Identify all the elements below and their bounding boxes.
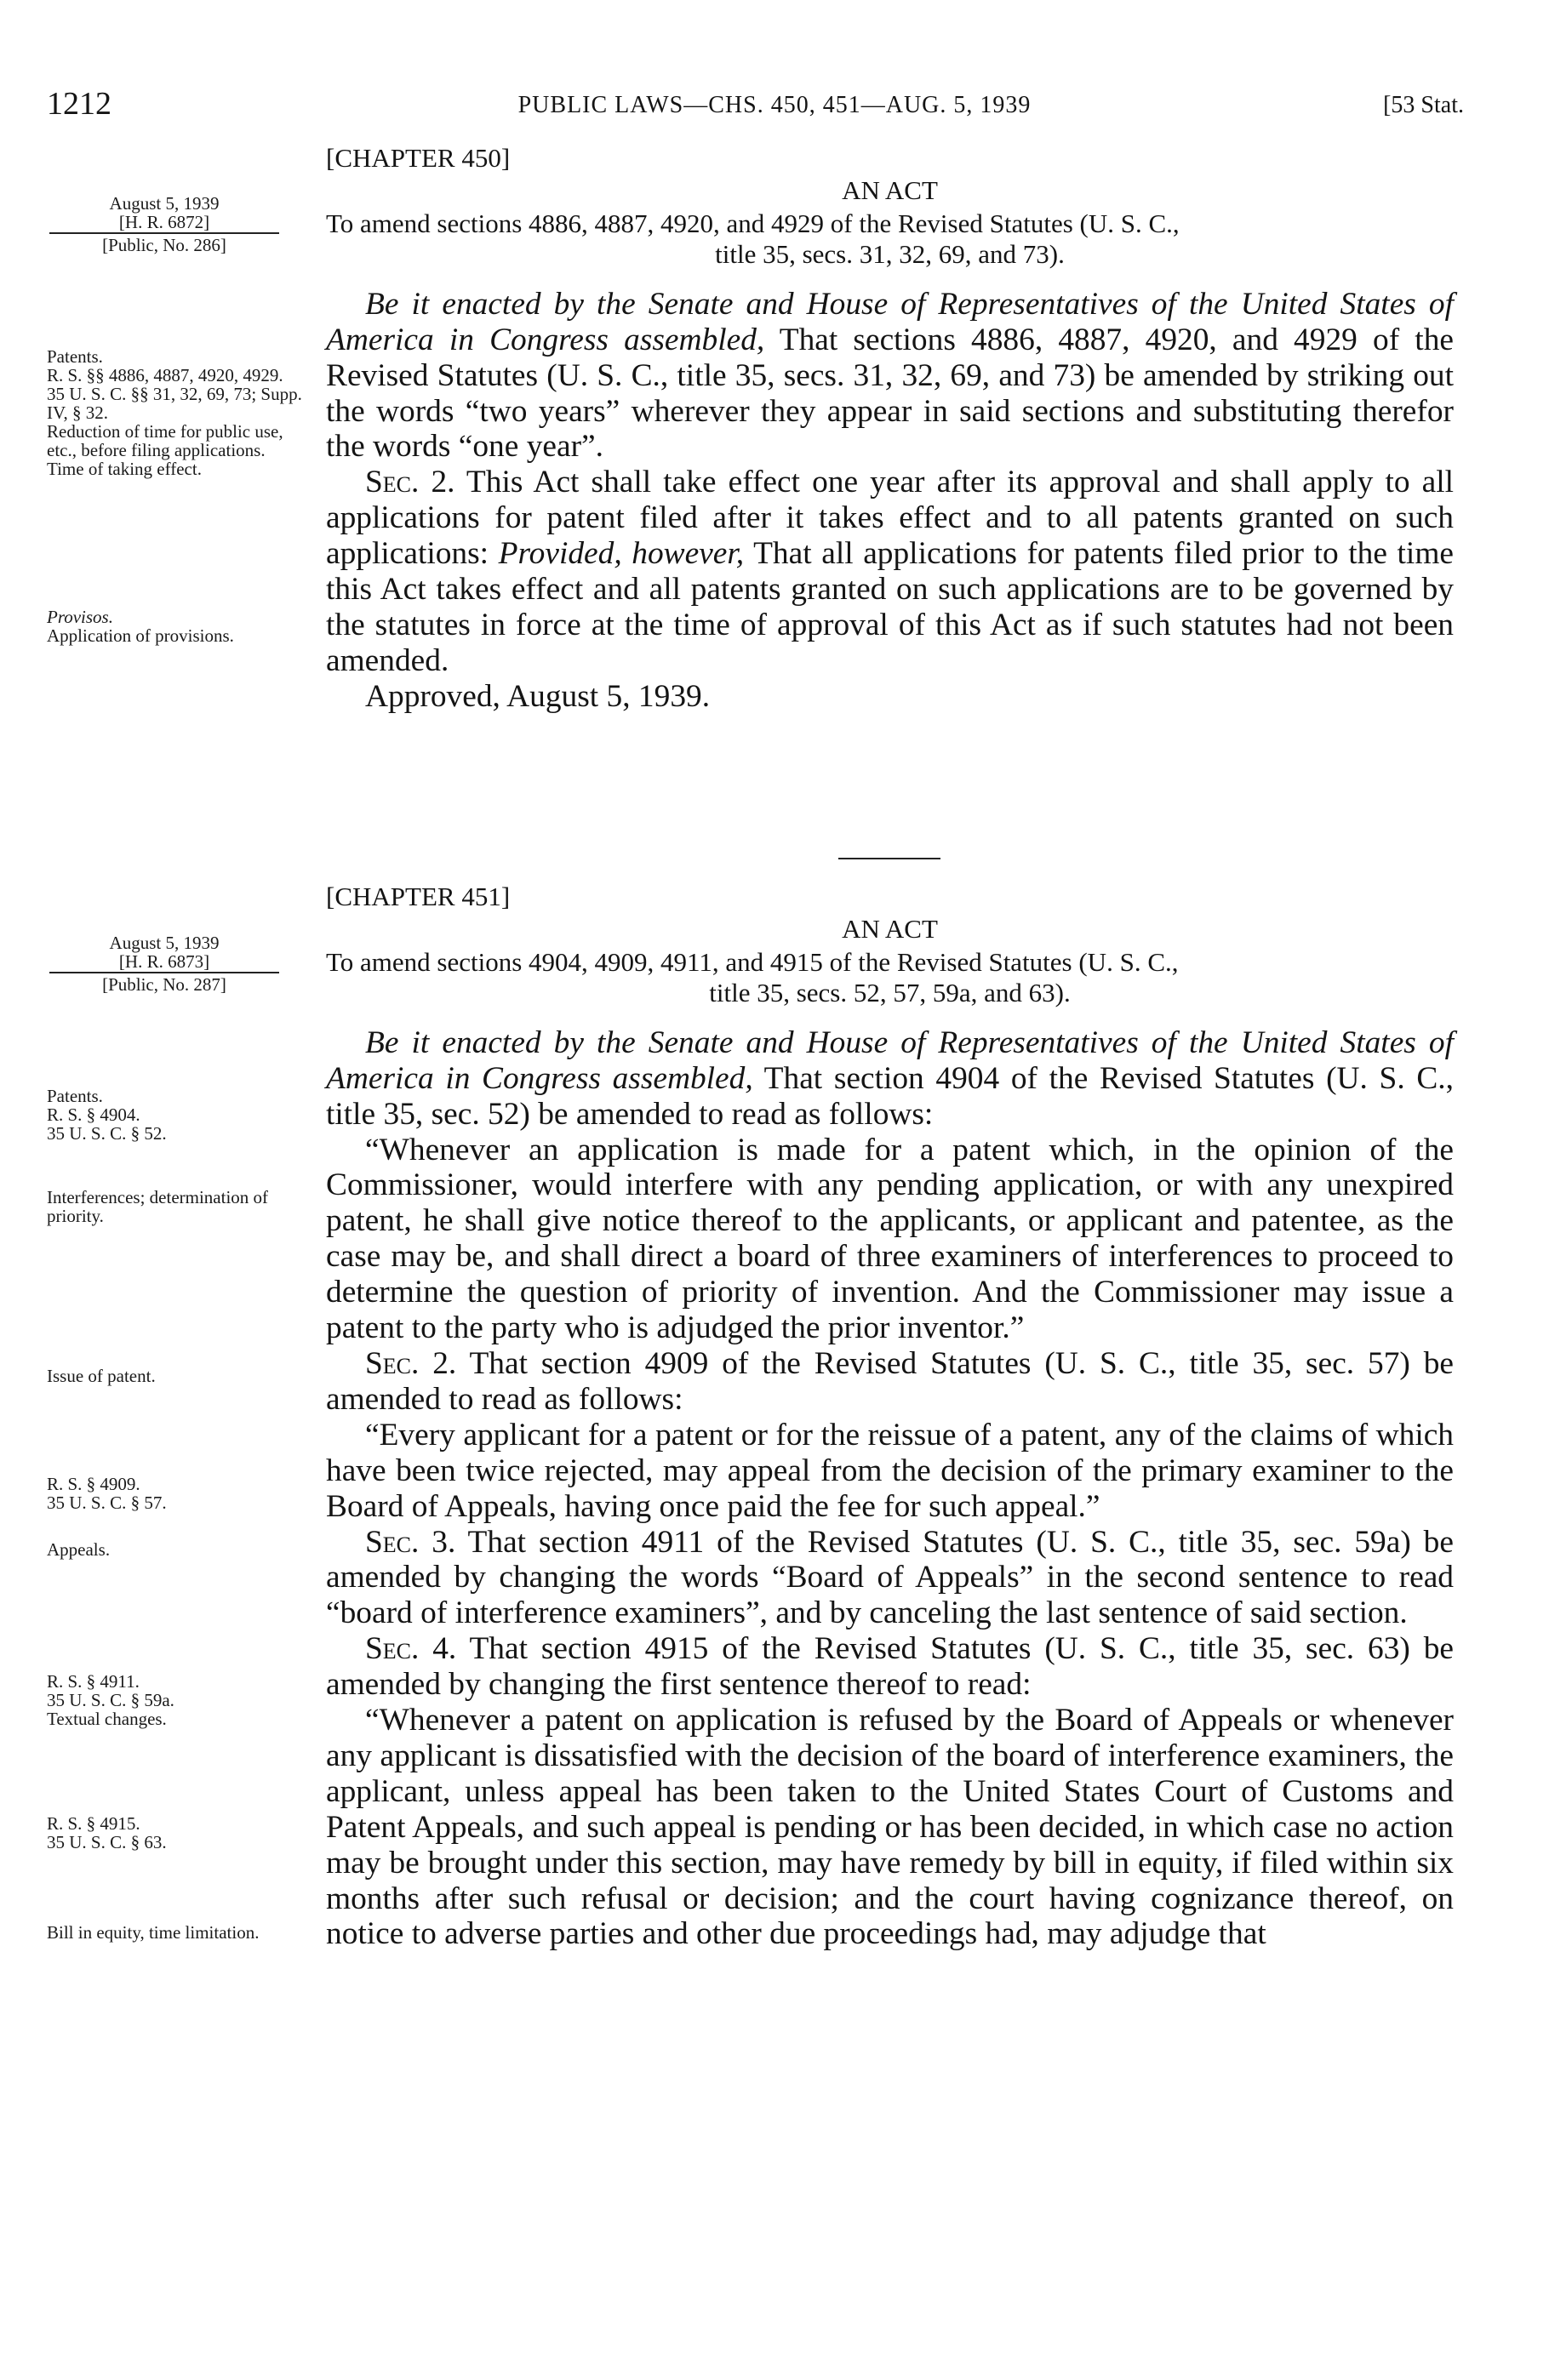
margin-rs-citation: R. S. § 4904. xyxy=(47,1104,140,1125)
volume-reference: [53 Stat. xyxy=(1383,92,1464,118)
margin-topic: Patents. xyxy=(47,1086,103,1106)
chapter-450-heading: [CHAPTER 450] xyxy=(326,143,511,173)
enacting-formula: Be it enacted by the Senate and House of Representatives of the United States of America in Congress assembled, xyxy=(326,1024,1454,1096)
margin-rs-citation: R. S. § 4911. xyxy=(47,1671,140,1692)
proviso-text: Provided, however, xyxy=(498,536,745,572)
margin-usc-citation: 35 U. S. C. §§ 31, 32, 69, 73; Supp. IV, § 32. xyxy=(47,384,302,423)
amended-text-4909: “Every applicant for a patent or for the reissue of a patent, any of the claims of which have been twice rejected, may appeal from the decision of the primary examiner to the Board of Appeals, having once paid the fee for such appeal.” xyxy=(326,1417,1454,1524)
enacting-formula: Be it enacted by the Senate and House of Representatives of the United States of America in Congress assembled, xyxy=(326,286,1454,357)
margin-ch451-header xyxy=(49,933,279,994)
section-label: Sec. 2. xyxy=(365,1345,457,1381)
margin-bill-in-equity: Bill in equity, time limitation. xyxy=(47,1922,260,1943)
margin-provisos-label: Provisos. xyxy=(47,607,113,627)
section-text: That section 4915 of the Revised Statutes (U. S. C., title 35, sec. 63) be amended by changing the first sentence thereof to read: xyxy=(326,1631,1454,1703)
margin-public-law-number: [Public, No. 286] xyxy=(102,235,226,255)
section-text: That section 4911 of the Revised Statutes (U. S. C., title 35, sec. 59a) be amended by changing the words “Board of Appeals” in the second sentence to read “board of interference examiners”, and by canceling the last sentence of said section. xyxy=(326,1524,1454,1631)
chapter-separator-rule xyxy=(838,858,940,859)
margin-issue-of-patent: Issue of patent. xyxy=(47,1366,156,1386)
chapter-451-title-line2: title 35, secs. 52, 57, 59a, and 63). xyxy=(709,977,1071,1007)
chapter-450-enacting-clause xyxy=(326,287,1454,465)
chapter-450 xyxy=(326,140,1454,715)
margin-patents-citations xyxy=(47,347,302,478)
margin-citation-4915 xyxy=(47,1814,302,1852)
margin-usc-citation: 35 U. S. C. § 57. xyxy=(47,1492,167,1513)
section-text-continued: That all applications for patents filed prior to the time this Act takes effect and all patents granted on such applications are to be governed by the statutes in force at the time of approval of this Act as if such statutes had not been amended. xyxy=(326,536,1455,678)
amended-text-4915: “Whenever a patent on application is refused by the Board of Appeals or whenever any applicant is dissatisfied with the decision of the board of interference examiners, the applicant, unless appeal has been taken to the United States Court of Customs and Patent Appeals, and such appeal is pending or has been decided, in which case no action may be brought under this section, may have remedy by bill in equity, if filed within six months after such refusal or decision; and the court having cognizance thereof, on notice to adverse parties and other due proceedings had, may adjudge that xyxy=(326,1703,1454,1952)
margin-interferences: Interferences; determination of priority. xyxy=(47,1187,269,1226)
margin-note-textual: Textual changes. xyxy=(47,1709,167,1729)
margin-appeals: Appeals. xyxy=(47,1539,111,1560)
margin-usc-citation: 35 U. S. C. § 52. xyxy=(47,1123,167,1144)
margin-date: August 5, 1939 xyxy=(109,933,220,953)
chapter-451-section-4 xyxy=(326,1631,1454,1703)
margin-bill-number: [H. R. 6873] xyxy=(118,951,210,972)
chapter-451-section-2 xyxy=(326,1346,1454,1418)
chapter-450-approved: Approved, August 5, 1939. xyxy=(365,678,711,714)
margin-rule xyxy=(49,972,279,973)
margin-topic: Patents. xyxy=(47,346,103,367)
margin-rule xyxy=(49,232,279,234)
chapter-451-heading: [CHAPTER 451] xyxy=(326,882,511,911)
margin-rs-citation: R. S. §§ 4886, 4887, 4920, 4929. xyxy=(47,365,283,385)
margin-provisos xyxy=(47,608,302,645)
margin-rs-citation: R. S. § 4915. xyxy=(47,1813,140,1834)
chapter-451-title-line1: To amend sections 4904, 4909, 4911, and 4915 of the Revised Statutes (U. S. C., xyxy=(326,946,1179,977)
margin-citation-4911 xyxy=(47,1672,302,1728)
chapter-451-enacting-clause xyxy=(326,1025,1454,1133)
margin-ch450-header xyxy=(49,194,279,254)
amended-text-4904: “Whenever an application is made for a patent which, in the opinion of the Commissioner, would interfere with any pending application, or with any unexpired patent, he shall give notice thereof to the applicants, or applicant and patentee, as the case may be, and shall direct a board of three examiners of interferences to proceed to determine the question of priority of invention. And the Commissioner may issue a patent to the party who is adjudged the prior inventor.” xyxy=(326,1132,1454,1346)
margin-date: August 5, 1939 xyxy=(109,193,220,214)
enacting-text: That section 4904 of the Revised Statutes (U. S. C., title 35, sec. 52) be amended to read as follows: xyxy=(326,1060,1454,1132)
margin-public-law-number: [Public, No. 287] xyxy=(102,974,226,995)
section-label: Sec. 3. xyxy=(365,1524,456,1560)
margin-rs-citation: R. S. § 4909. xyxy=(47,1474,140,1494)
chapter-451-act-label: AN ACT xyxy=(842,913,938,944)
margin-bill-number: [H. R. 6872] xyxy=(118,212,210,232)
chapter-450-act-label: AN ACT xyxy=(842,174,938,205)
section-text: This Act shall take effect one year after its approval and shall apply to all applications for patent filed after it takes effect and to all patents granted on such applications: xyxy=(326,465,1455,572)
margin-patents-4904 xyxy=(47,1087,302,1143)
chapter-450-title-line2: title 35, secs. 31, 32, 69, and 73). xyxy=(715,238,1065,269)
page-number: 1212 xyxy=(47,86,111,122)
enacting-text: That sections 4886, 4887, 4920, and 4929 of the Revised Statutes (U. S. C., title 35, secs. 31, 32, 69, and 73) be amended by striking out the words “two years” wherever they appear in said sections and substituting therefor the words “one year”. xyxy=(326,322,1454,465)
running-title: PUBLIC LAWS—CHS. 450, 451—AUG. 5, 1939 xyxy=(517,92,1032,118)
margin-usc-citation: 35 U. S. C. § 63. xyxy=(47,1832,167,1852)
chapter-451 xyxy=(326,879,1454,1952)
margin-note-time-effect: Time of taking effect. xyxy=(47,459,202,479)
margin-note-reduction: Reduction of time for public use, etc., before filing applications. xyxy=(47,421,283,460)
chapter-451-title xyxy=(326,947,1454,1008)
section-label: Sec. 2. xyxy=(365,465,455,500)
margin-usc-citation: 35 U. S. C. § 59a. xyxy=(47,1690,174,1710)
section-label: Sec. 4. xyxy=(365,1631,457,1667)
chapter-451-section-3 xyxy=(326,1525,1454,1632)
chapter-450-title xyxy=(326,208,1454,270)
margin-note-application: Application of provisions. xyxy=(47,625,234,646)
chapter-450-title-line1: To amend sections 4886, 4887, 4920, and 4929 of the Revised Statutes (U. S. C., xyxy=(326,208,1180,238)
section-text: That section 4909 of the Revised Statutes (U. S. C., title 35, sec. 57) be amended to read as follows: xyxy=(326,1345,1454,1417)
margin-citation-4909 xyxy=(47,1475,302,1512)
chapter-450-section-2 xyxy=(326,465,1454,678)
